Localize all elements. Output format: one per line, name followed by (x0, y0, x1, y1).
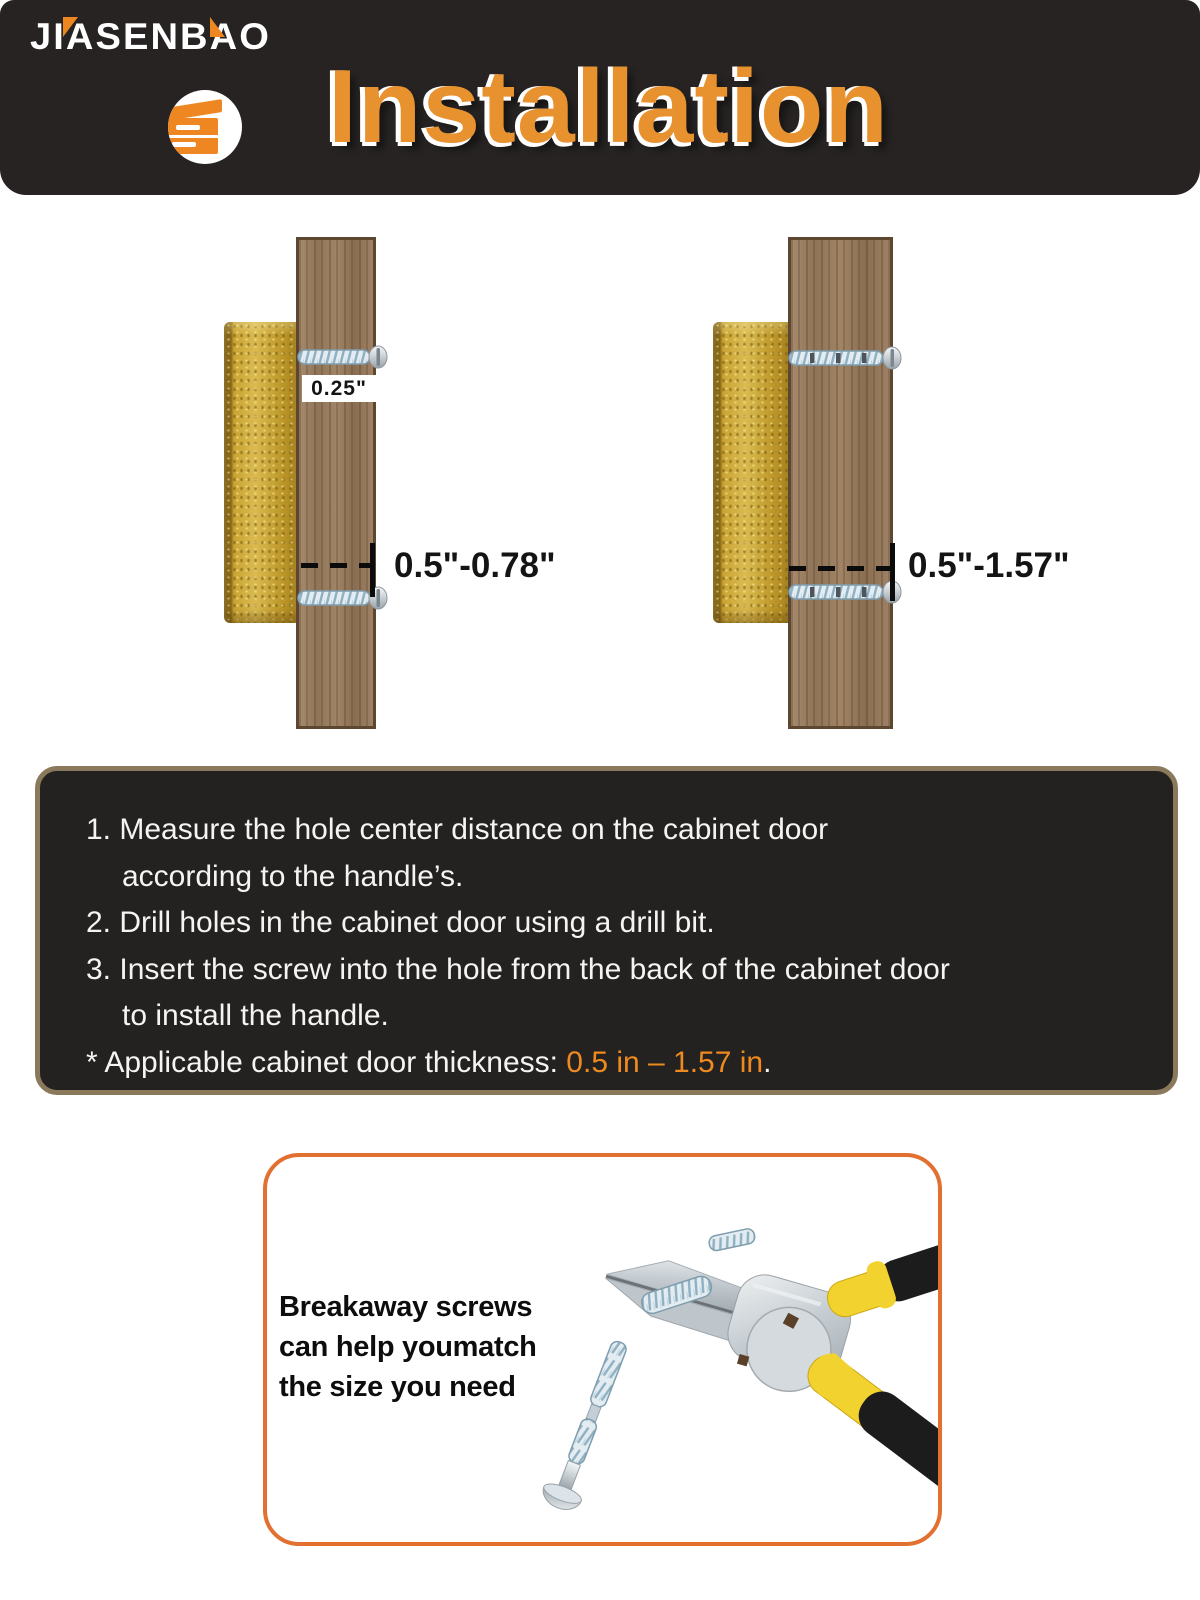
breakaway-screw-icon (788, 580, 904, 604)
drawer-handle-icon (176, 125, 200, 130)
brand-logo-badge (168, 90, 242, 164)
logo-accent-triangle-icon (63, 17, 78, 37)
instruction-step-cont: according to the handle’s. (122, 859, 464, 893)
header-banner (0, 0, 1200, 195)
measure-tick (890, 543, 895, 601)
pliers-photo (583, 1208, 942, 1546)
screw-icon (297, 586, 389, 610)
cabinet-door-panel (788, 237, 893, 729)
logo-accent-triangle-icon (210, 17, 225, 37)
instruction-step-cont: to install the handle. (122, 999, 389, 1032)
drawer-handle-icon (172, 142, 196, 147)
thickness-highlight: 0.5 in – 1.57 in (566, 1045, 764, 1079)
measure-tick (370, 543, 375, 597)
tip-text: Breakaway screws can help youmatch the size you need (279, 1291, 537, 1403)
hole-offset-label: 0.25" (302, 375, 376, 402)
thickness-range-label: 0.5"-0.78" (394, 546, 556, 585)
cabinet-door-panel (296, 237, 376, 729)
gold-handle (224, 322, 298, 623)
instruction-step: 3. Insert the screw into the hole from the back of the cabinet door (86, 952, 950, 986)
page-title: Installation (328, 49, 889, 165)
thickness-range-label: 0.5"-1.57" (908, 546, 1070, 585)
instructions-panel (35, 766, 1178, 1095)
brand-logo-text: JIASENBAO (30, 16, 271, 57)
instruction-step: 2. Drill holes in the cabinet door using a drill bit. (86, 906, 715, 939)
screw-icon (297, 345, 389, 369)
thickness-note: * Applicable cabinet door thickness: 0.5 in – 1.57 in. (86, 1045, 772, 1079)
breakaway-screw-icon (788, 346, 904, 370)
measure-dashed-line (789, 566, 892, 571)
measure-dashed-line (301, 563, 372, 568)
instruction-step: 1. Measure the hole center distance on the cabinet door (86, 813, 829, 846)
breakaway-tip-box (263, 1153, 942, 1546)
gold-handle (713, 322, 790, 623)
